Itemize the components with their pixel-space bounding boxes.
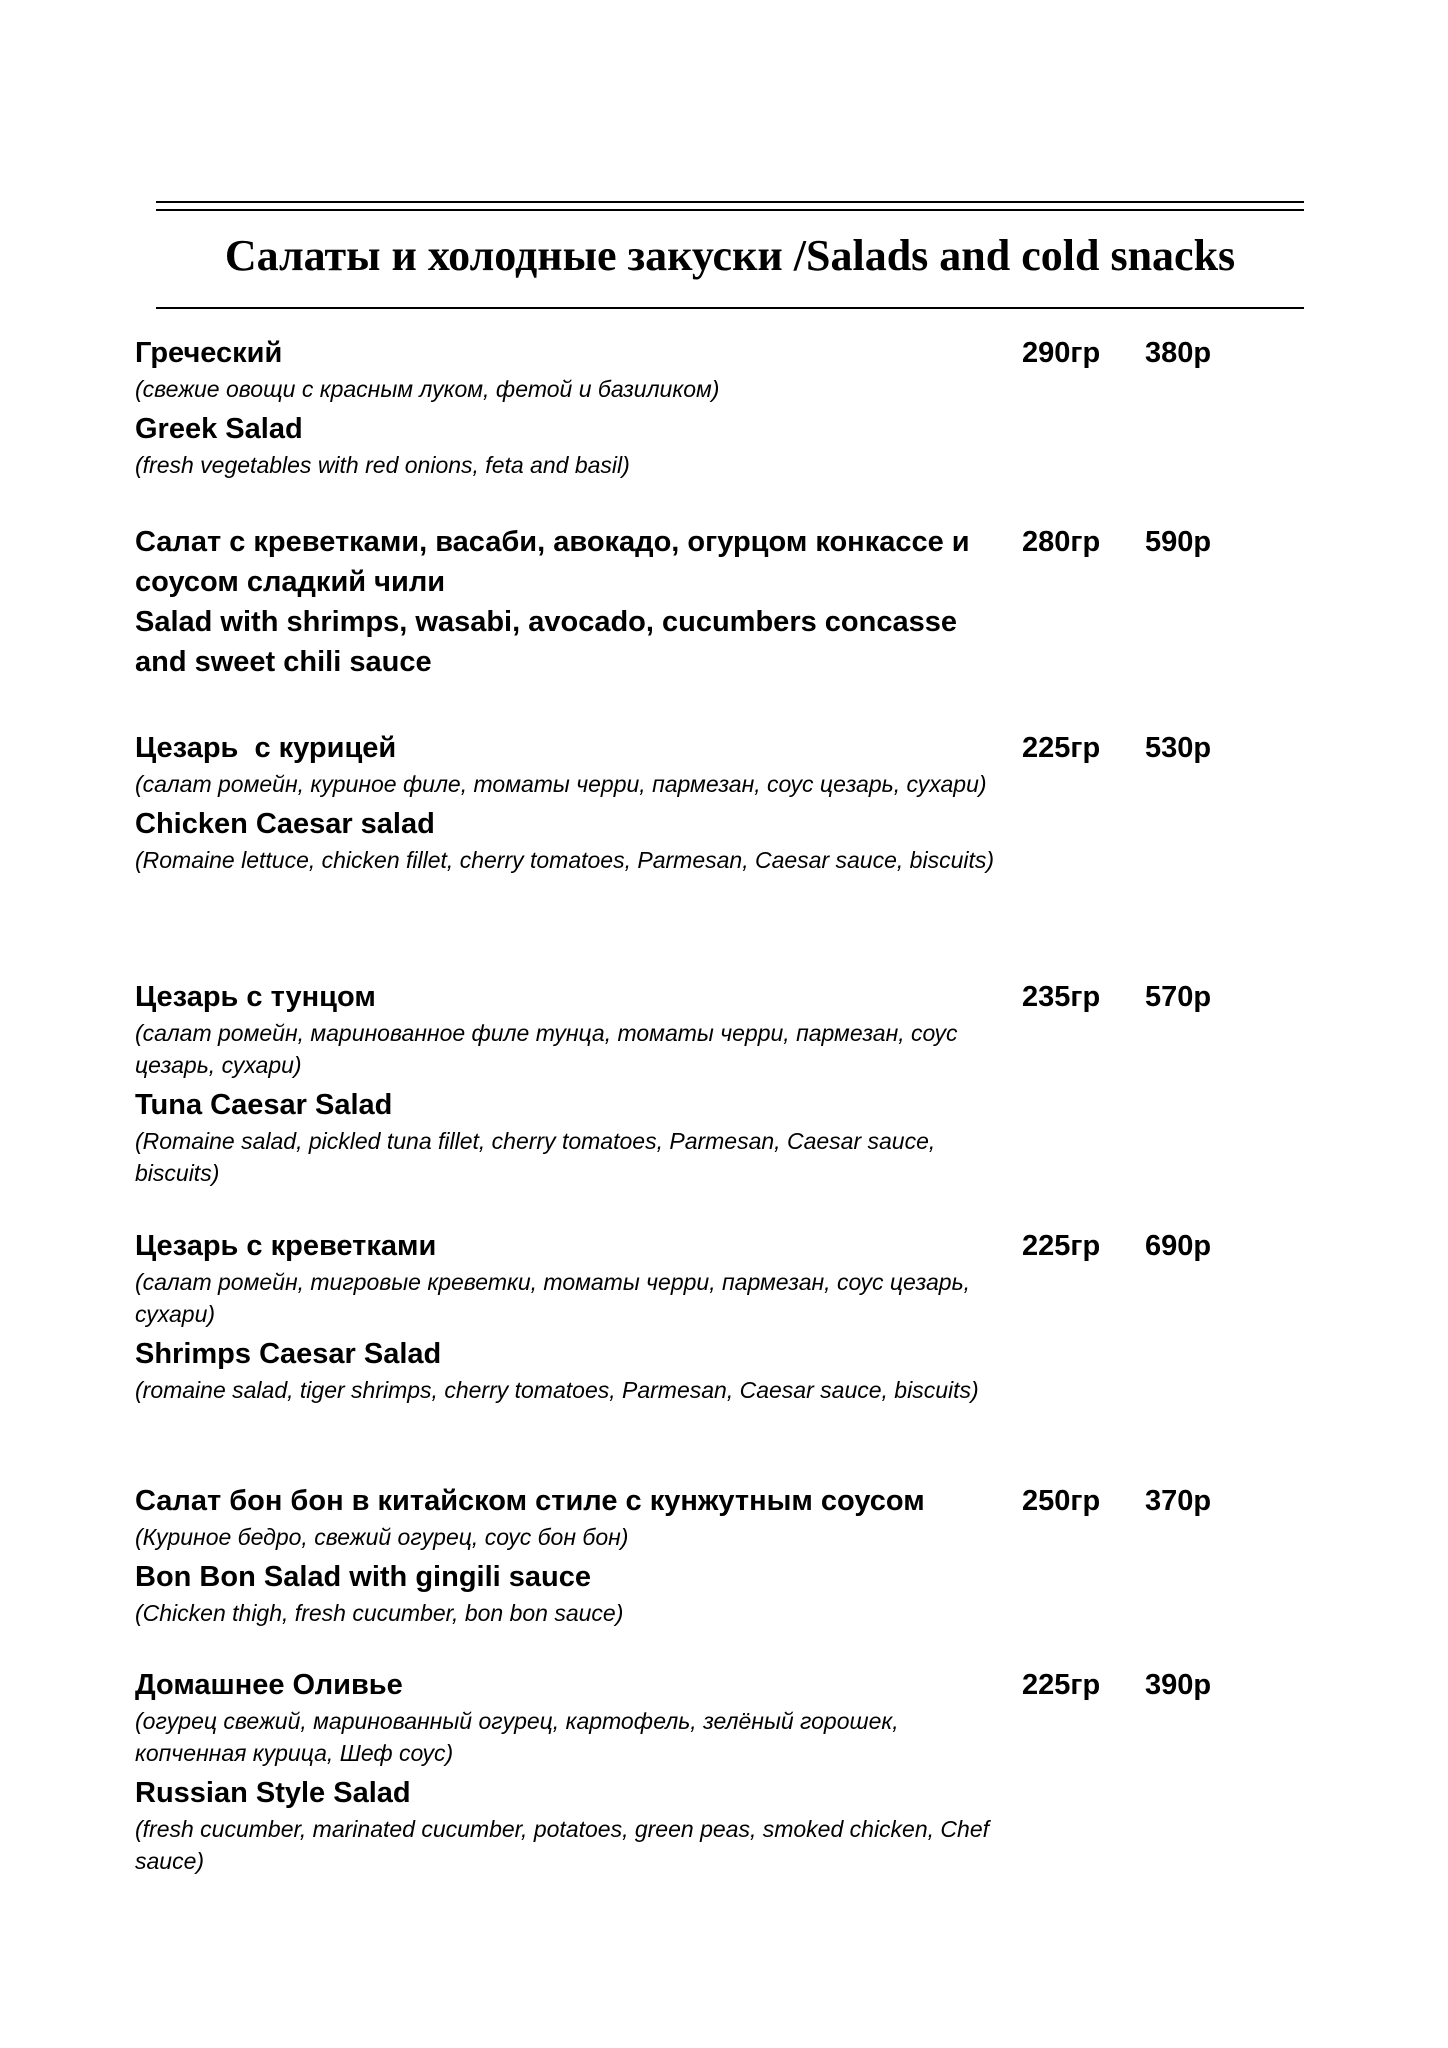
item-name-en: Salad with shrimps, wasabi, avocado, cucumbers concasse and sweet chili sauce [135, 606, 957, 678]
item-desc-en: (Romaine lettuce, chicken fillet, cherry tomatoes, Parmesan, Caesar sauce, biscuits) [135, 847, 995, 873]
item-price: 690р [1145, 1230, 1212, 1262]
item-name-en: Bon Bon Salad with gingili sauce [135, 1561, 591, 1593]
item-desc-en: (fresh cucumber, marinated cucumber, potatoes, green peas, smoked chicken, Chef sauce) [135, 1816, 989, 1874]
item-desc-ru: (огурец свежий, маринованный огурец, картофель, зелёный горошек, копченная курица, Шеф соус) [135, 1708, 899, 1766]
item-desc-en: (Romaine salad, pickled tuna fillet, cherry tomatoes, Parmesan, Caesar sauce, biscuits) [135, 1128, 936, 1186]
item-name-en: Shrimps Caesar Salad [135, 1338, 442, 1370]
item-desc-ru: (свежие овощи с красным луком, фетой и базиликом) [135, 376, 720, 402]
item-name-ru: Салат с креветками, васаби, авокадо, огурцом конкассе и соусом сладкий чили [135, 526, 970, 598]
item-weight: 280гр [1022, 526, 1101, 558]
item-weight: 225гр [1022, 1230, 1101, 1262]
item-desc-ru: (салат ромейн, тигровые креветки, томаты черри, пармезан, соус цезарь, сухари) [135, 1269, 971, 1327]
item-desc-ru: (Куриное бедро, свежий огурец, соус бон бон) [135, 1524, 629, 1550]
item-name-en: Greek Salad [135, 413, 303, 445]
title-rule-bottom [156, 307, 1304, 309]
item-weight: 250гр [1022, 1485, 1101, 1517]
item-desc-ru: (салат ромейн, маринованное филе тунца, томаты черри, пармезан, соус цезарь, сухари) [135, 1020, 958, 1078]
item-desc-ru: (салат ромейн, куриное филе, томаты черри, пармезан, соус цезарь, сухари) [135, 771, 987, 797]
item-weight: 235гр [1022, 981, 1101, 1013]
item-price: 380р [1145, 337, 1212, 369]
item-weight: 225гр [1022, 1669, 1101, 1701]
item-name-ru: Цезарь с тунцом [135, 981, 376, 1013]
menu-item [135, 1481, 1305, 1633]
item-name-ru: Домашнее Оливье [135, 1669, 403, 1701]
item-price: 570р [1145, 981, 1212, 1013]
item-name-en: Tuna Caesar Salad [135, 1089, 393, 1121]
item-desc-en: (fresh vegetables with red onions, feta and basil) [135, 452, 630, 478]
menu-item [135, 1226, 1305, 1410]
menu-item [135, 1665, 1305, 1881]
item-name-ru: Греческий [135, 337, 283, 369]
item-weight: 290гр [1022, 337, 1101, 369]
item-price: 390р [1145, 1669, 1212, 1701]
item-name-en: Russian Style Salad [135, 1777, 411, 1809]
item-weight: 225гр [1022, 732, 1101, 764]
item-name-ru: Салат бон бон в китайском стиле с кунжутным соусом [135, 1485, 925, 1517]
title-rule-top-inner [156, 209, 1304, 211]
item-price: 530р [1145, 732, 1212, 764]
item-name-ru: Цезарь с креветками [135, 1230, 437, 1262]
menu-item [135, 333, 1305, 485]
item-price: 590р [1145, 526, 1212, 558]
item-name-en: Chicken Caesar salad [135, 808, 435, 840]
item-desc-en: (romaine salad, tiger shrimps, cherry tomatoes, Parmesan, Caesar sauce, biscuits) [135, 1377, 979, 1403]
menu-item [135, 728, 1305, 880]
title-rule-top [156, 201, 1304, 203]
item-name-ru: Цезарь с курицей [135, 732, 397, 764]
item-price: 370р [1145, 1485, 1212, 1517]
page-title: Салаты и холодные закуски /Salads and cold snacks [224, 231, 1236, 280]
menu-item [135, 522, 1305, 682]
item-desc-en: (Chicken thigh, fresh cucumber, bon bon sauce) [135, 1600, 624, 1626]
menu-item [135, 977, 1305, 1193]
